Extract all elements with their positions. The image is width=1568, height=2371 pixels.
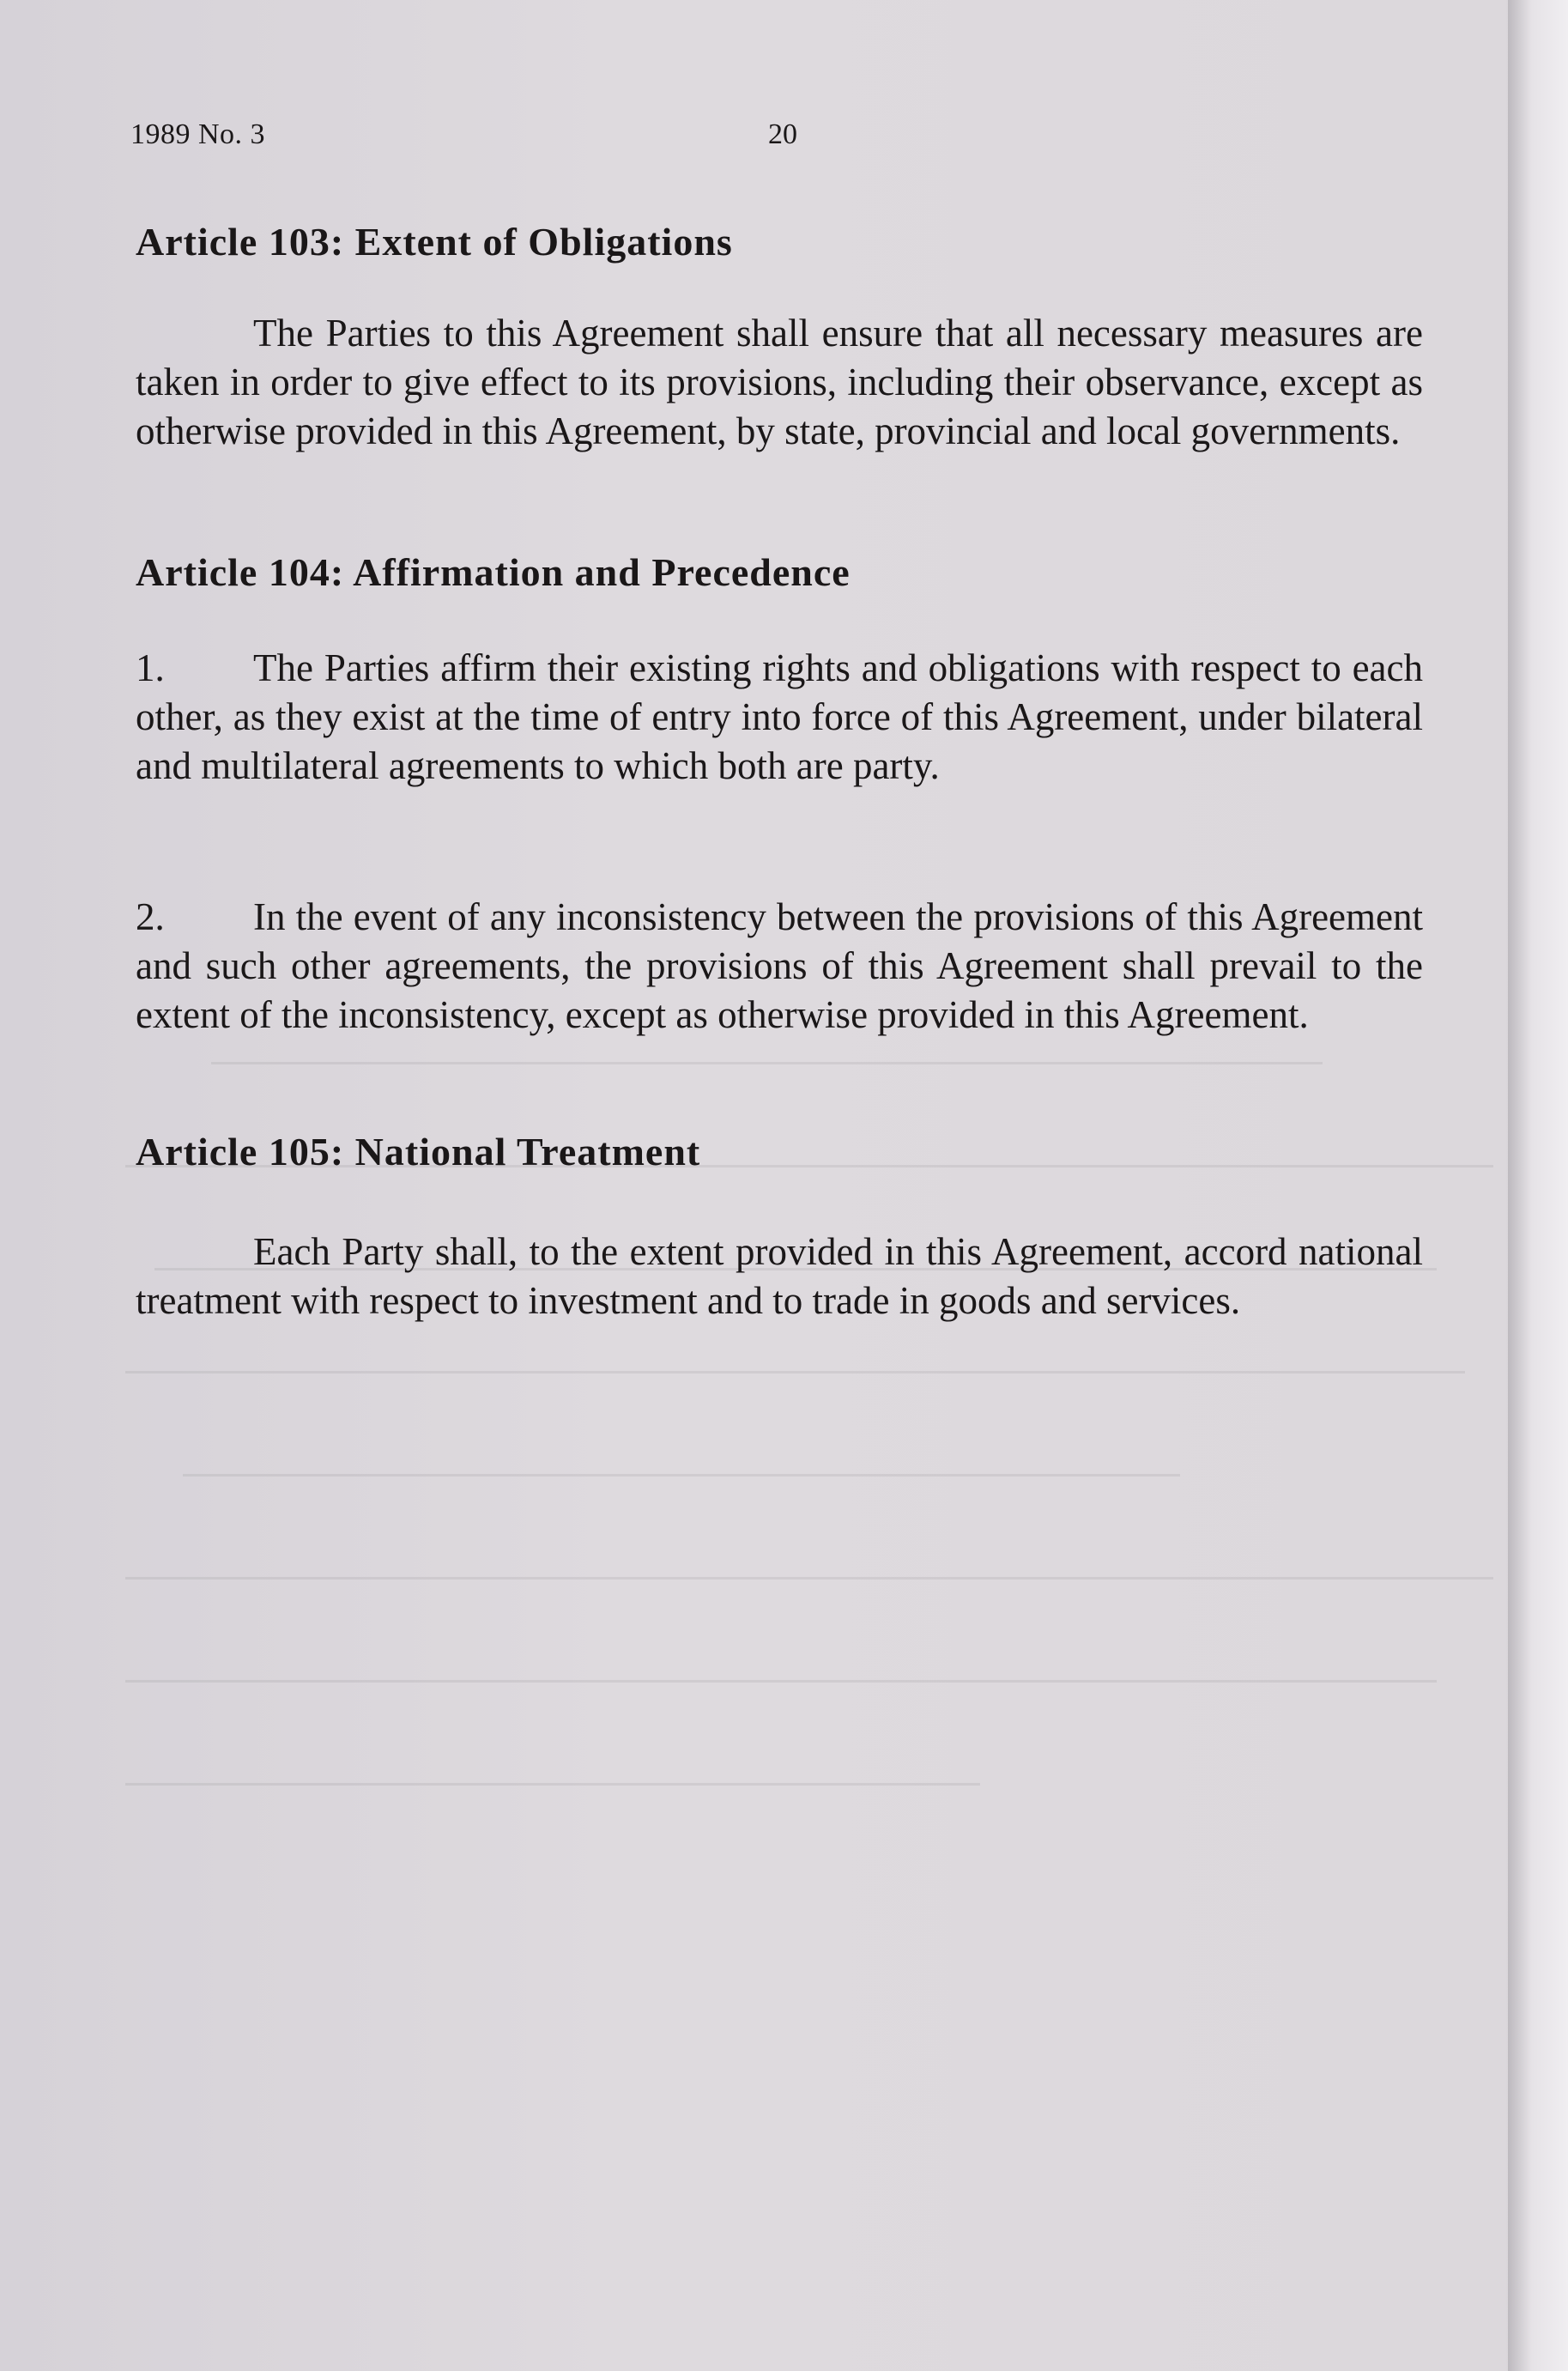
paragraph-text: The Parties affirm their existing rights and obligations with respect to each other, as they exist at the time of entry into force of this Agreement, under bilateral and multilateral agreements to which both are party. xyxy=(136,646,1423,787)
article-105-text: Each Party shall, to the extent provided in this Agreement, accord national treatment with respect to investment and to trade in goods and services. xyxy=(136,1230,1423,1322)
paragraph-text: In the event of any inconsistency between the provisions of this Agreement and such other agreements, the provisions of this Agreement shall prevail to the extent of the inconsistency, except as otherwise provided in this Agreement. xyxy=(136,895,1423,1036)
article-105-heading: Article 105: National Treatment xyxy=(136,1130,701,1173)
article-103-text: The Parties to this Agreement shall ensure that all necessary measures are taken in order to give effect to its provisions, including their observance, except as otherwise provided in this Agreement, by state, provincial and local governments. xyxy=(136,312,1423,452)
article-103-heading: Article 103: Extent of Obligations xyxy=(136,220,733,264)
article-104-paragraph-1 xyxy=(136,644,1423,791)
paragraph-number: 2. xyxy=(136,895,165,938)
paragraph-number: 1. xyxy=(136,646,165,689)
page-edge xyxy=(1508,0,1568,2371)
article-104-heading: Article 104: Affirmation and Precedence xyxy=(136,550,851,594)
article-104-paragraph-2 xyxy=(136,893,1423,1040)
running-head: 1989 No. 3 xyxy=(130,118,266,150)
page-number: 20 xyxy=(768,118,797,150)
